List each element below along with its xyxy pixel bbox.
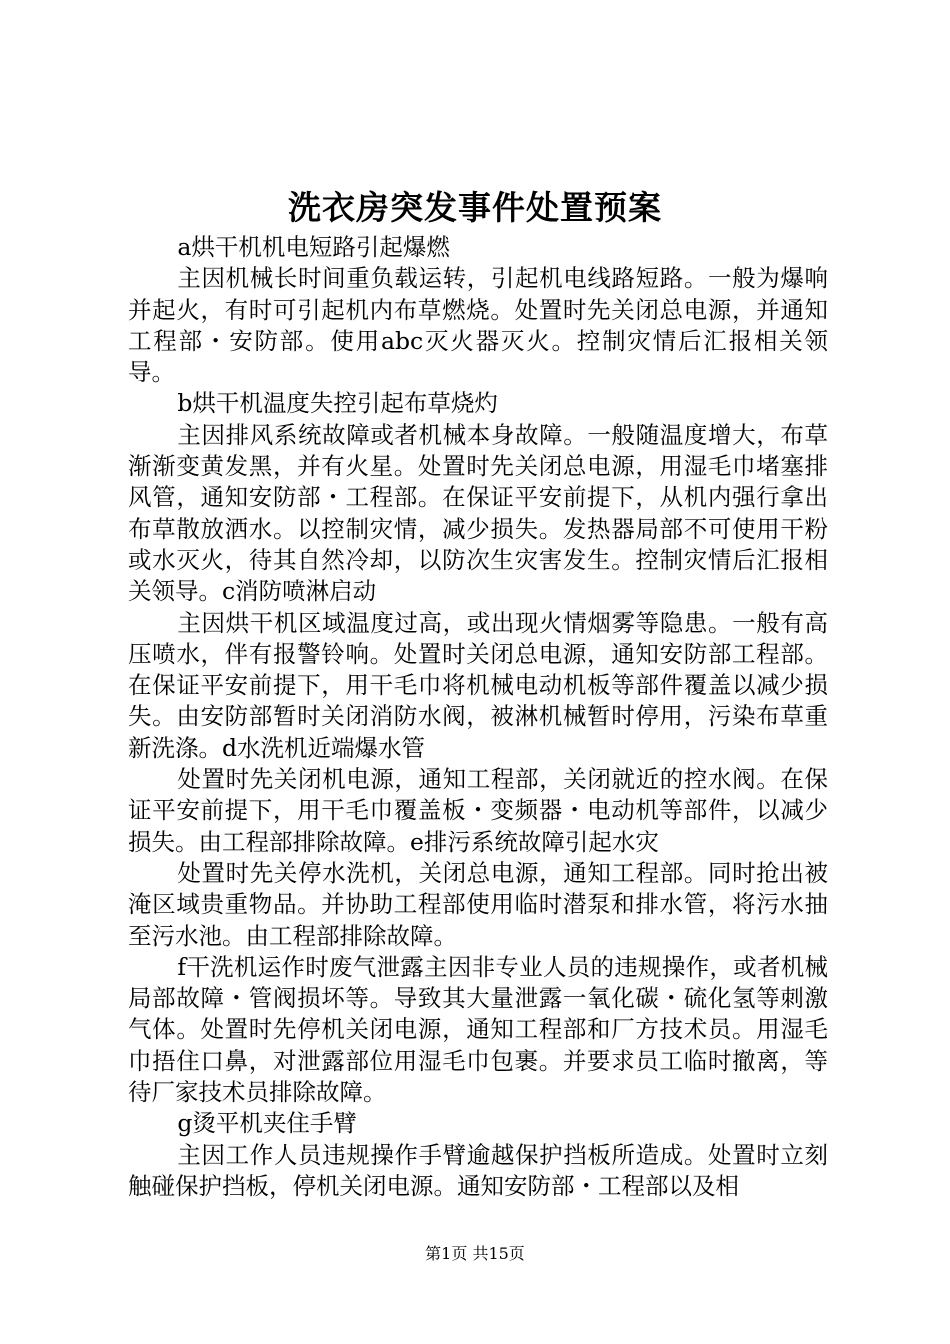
body-paragraph: 处置时先关闭机电源，通知工程部，关闭就近的控水阀。在保证平安前提下，用干毛巾覆盖板・变频器・电动机等部件，以减少损失。由工程部排除故障。e排污系统故障引起水灾 [128,765,828,856]
document-title: 洗衣房突发事件处置预案 [288,188,662,227]
section-heading-a: a烘干机机电短路引起爆燃 [177,233,450,261]
body-paragraph: 主因机械长时间重负载运转，引起机电线路短路。一般为爆响并起火，有时可引起机内布草燃烧。处置时先关闭总电源，并通知工程部・安防部。使用abc灭火器灭火。控制灾情后汇报相关领导。 [128,264,828,387]
section-heading-g: g烫平机夹住手臂 [177,1109,357,1138]
body-paragraph: 处置时先关停水洗机，关闭总电源，通知工程部。同时抢出被淹区域贵重物品。并协助工程部使用临时潜泵和排水管，将污水抽至污水池。由工程部排除故障。 [128,858,828,950]
section-heading-b: b烘干机温度失控引起布草烧灼 [177,389,498,418]
page-indicator: 第1页 共15页 [425,1244,525,1263]
body-paragraph: f干洗机运作时废气泄露主因非专业人员的违规操作，或者机械局部故障・管阀损坏等。导致其大量泄露一氧化碳・硫化氢等刺激气体。处置时先停机关闭电源，通知工程部和厂方技术员。用湿毛巾捂住口鼻，对泄露部位用湿毛巾包裹。并要求员工临时撤离，等待厂家技术员排除故障。 [128,952,828,1107]
document-body [128,232,828,1202]
body-paragraph: 主因烘干机区域温度过高，或出现火情烟雾等隐患。一般有高压喷水，伴有报警铃响。处置时关闭总电源，通知安防部工程部。在保证平安前提下，用干毛巾将机械电动机板等部件覆盖以减少损失。由安防部暂时关闭消防水阀，被淋机械暂时停用，污染布草重新洗涤。d水洗机近端爆水管 [128,608,828,762]
body-paragraph: 主因工作人员违规操作手臂逾越保护挡板所造成。处置时立刻触碰保护挡板，停机关闭电源。通知安防部・工程部以及相 [128,1140,828,1200]
body-paragraph: 主因排风系统故障或者机械本身故障。一般随温度增大，布草渐渐变黄发黑，并有火星。处置时先关闭总电源，用湿毛巾堵塞排风管，通知安防部・工程部。在保证平安前提下，从机内强行拿出布草散放洒水。以控制灾情，减少损失。发热器局部不可使用干粉或水灭火，待其自然冷却，以防次生灾害发生。控制灾情后汇报相关领导。c消防喷淋启动 [128,420,828,606]
